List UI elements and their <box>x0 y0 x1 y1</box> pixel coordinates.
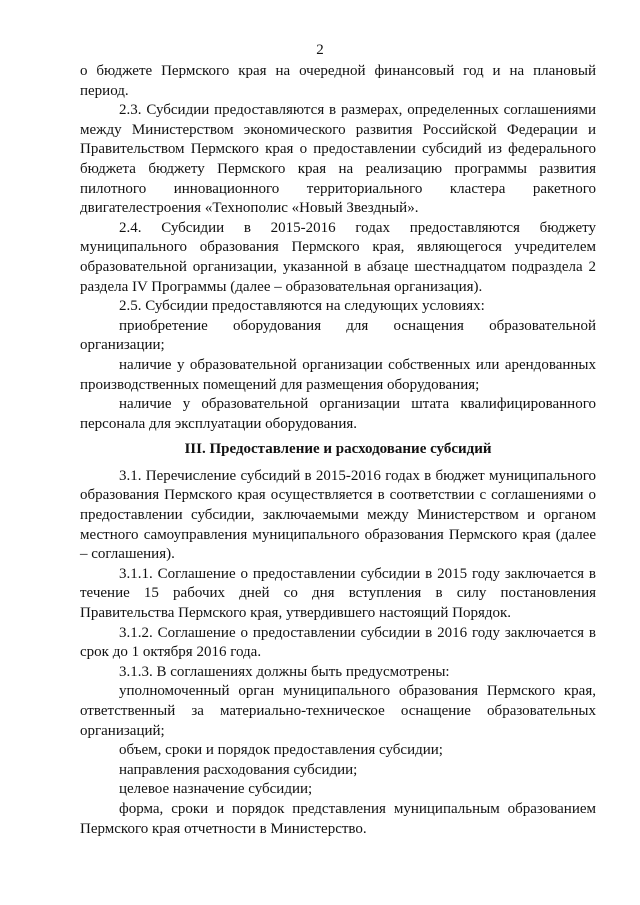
paragraph: наличие у образовательной организации штата квалифицированного персонала для эксплуатации оборудования. <box>80 396 596 432</box>
paragraph: направления расходования субсидии; <box>119 761 358 778</box>
document-body <box>80 62 596 839</box>
paragraph: 3.1.3. В соглашениях должны быть предусмотрены: <box>119 663 450 680</box>
paragraph: 3.1.2. Соглашение о предоставлении субсидии в 2016 году заключается в срок до 1 октября 2016 года. <box>80 624 596 661</box>
section-heading: III. Предоставление и расходование субсидий <box>184 441 492 458</box>
section-iii-body <box>80 467 596 839</box>
paragraph: 2.4. Субсидии в 2015-2016 годах предоставляются бюджету муниципального образования Пермского края, являющегося учредителем образовательной организации, указанной в абзаце шестнадцатом подраздела 2 раздела IV Программы (далее – образовательная организация). <box>80 219 596 295</box>
paragraph: 3.1. Перечисление субсидий в 2015-2016 годах в бюджет муниципального образования Пермского края осуществляется в соответствии с соглашениями о предоставлении субсидии, заключаемыми между Министерством и органом местного самоуправления муниципального образования Пермского края (далее – соглашения). <box>80 467 596 563</box>
paragraph: о бюджете Пермского края на очередной финансовый год и на плановый период. <box>80 63 596 99</box>
paragraph: наличие у образовательной организации собственных или арендованных производственных помещений для размещения оборудования; <box>80 356 596 393</box>
page-number: 2 <box>316 42 324 58</box>
paragraph: объем, сроки и порядок предоставления субсидии; <box>119 742 443 759</box>
paragraph: целевое назначение субсидии; <box>119 781 313 798</box>
paragraph: 3.1.1. Соглашение о предоставлении субсидии в 2015 году заключается в течение 15 рабочих дней со дня вступления в силу постановления Правительства Пермского края, утвердившего настоящий Порядок. <box>80 565 596 622</box>
paragraph: уполномоченный орган муниципального образования Пермского края, ответственный за материально-техническое оснащение образовательных организаций; <box>80 683 596 739</box>
paragraph: 2.3. Субсидии предоставляются в размерах, определенных соглашениями между Министерством экономического развития Российской Федерации и Правительством Пермского края о предоставлении субсидий из федерального бюджета бюджету Пермского края на реализацию программы развития пилотного инновационного территориального кластера ракетного двигателестроения «Технополис «Новый Звездный». <box>80 102 596 217</box>
section-ii-continuation <box>80 62 596 434</box>
paragraph: форма, сроки и порядок представления муниципальным образованием Пермского края отчетности в Министерство. <box>80 800 596 837</box>
paragraph: приобретение оборудования для оснащения образовательной организации; <box>80 317 596 354</box>
paragraph: 2.5. Субсидии предоставляются на следующих условиях: <box>119 298 485 315</box>
